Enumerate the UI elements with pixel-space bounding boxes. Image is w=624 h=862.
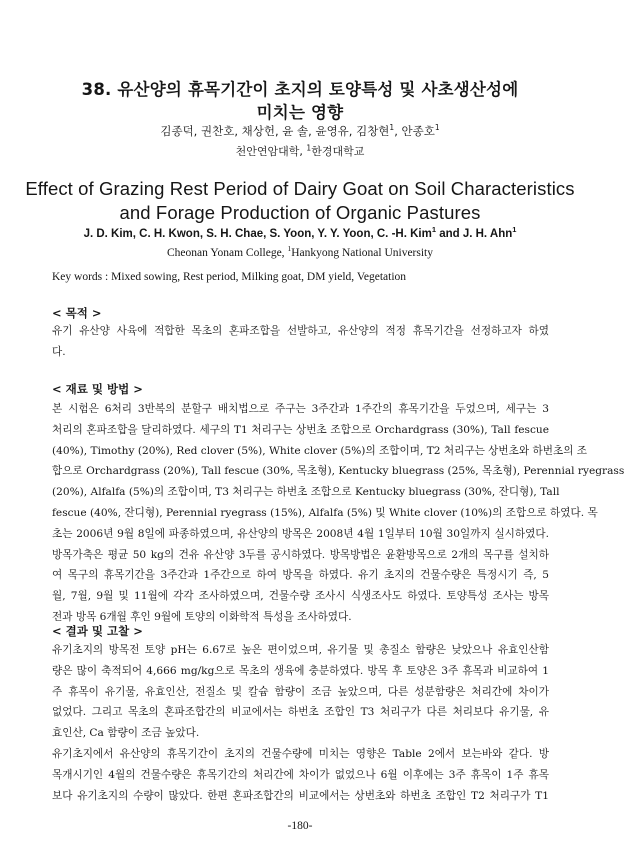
korean-title-line-1: 38. 유산양의 휴목기간이 초지의 토양특성 및 사초생산성에 bbox=[81, 80, 519, 99]
text-line: 합으로 Orchardgrass (20%), Tall fescue (30%, 목초형), Kentucky bluegrass (25%, 목초형), Perennial ryegrass bbox=[52, 465, 624, 478]
text-line: 효인산, Ca 함량이 조금 높았다. bbox=[52, 727, 200, 740]
text-line: 보다 유기초지의 수량이 많았다. 한편 혼파조합간의 비교에서는 상번초와 하번초 조합인 T2 처리구가 T1 bbox=[52, 789, 549, 802]
text-line: 없었다. 그리고 목초의 혼파조합간의 비교에서는 하번초 조합인 T3 처리구가 다른 처리보다 유기물, 유 bbox=[52, 706, 549, 719]
text-line: 처리의 혼파조합을 달리하였다. 세구의 T1 처리구는 상번초 조합으로 Orchardgrass (30%), Tall fescue bbox=[52, 423, 549, 436]
text-line: 전과 방목 6개월 후인 9월에 토양의 이화학적 특성을 조사하였다. bbox=[52, 610, 352, 623]
text-line: 본 시험은 6처리 3반복의 분할구 배치법으로 주구는 3주간과 1주간의 휴목기간을 두었으며, 세구는 3 bbox=[52, 403, 549, 415]
text-line: 목개시기인 4월의 건물수량은 휴목기간의 처리간에 차이가 없었으나 6월 이후에는 3주 휴목이 1주 휴목 bbox=[52, 768, 549, 781]
text-line: 다. bbox=[52, 345, 66, 358]
methods-paragraph bbox=[52, 399, 624, 628]
section-heading-purpose: < 목적 > bbox=[52, 306, 102, 320]
english-affiliation: Cheonan Yonam College, $^1$Hankyong National University bbox=[167, 244, 433, 259]
results-paragraph bbox=[52, 640, 549, 806]
text-line: (20%), Alfalfa (5%)의 조합이며, T3 처리구는 하번초 조합으로 Kentucky bluegrass (30%, 잔디형), Tall bbox=[52, 486, 560, 499]
purpose-paragraph bbox=[52, 321, 549, 363]
page-number: -180- bbox=[287, 820, 313, 832]
section-heading-methods: < 재료 및 방법 > bbox=[52, 382, 143, 396]
text-line: 량은 많이 축적되어 4,666 mg/kg으로 목초의 생육에 충분하였다. 방목 후 토양은 3주 휴목과 비교하여 1 bbox=[52, 664, 549, 677]
korean-title-line-2: 미치는 영향 bbox=[256, 103, 344, 122]
text-line: 월, 7월, 9월 및 11월에 각각 조사하였으며, 건물수량 조사시 식생조사도 하였다. 토양특성 조사는 방목 bbox=[52, 590, 549, 603]
english-title-line-2: and Forage Production of Organic Pastures bbox=[119, 202, 481, 223]
english-title-line-1: Effect of Grazing Rest Period of Dairy Goat on Soil Characteristics bbox=[25, 178, 575, 199]
text-line: 방목가축은 평균 50 kg의 건유 유산양 3두를 공시하였다. 방목방법은 윤환방목으로 2개의 목구를 설치하 bbox=[52, 548, 549, 561]
text-line: 유기초지에서 유산양의 휴목기간이 초지의 건물수량에 미치는 영향은 Table 2에서 보는바와 같다. 방 bbox=[52, 747, 549, 760]
section-heading-results: < 결과 및 고찰 > bbox=[52, 624, 143, 638]
text-line: 여 목구의 휴목기간을 3주간과 1주간으로 하여 방목을 하였다. 유기 초지의 건물수량은 특정시기 즉, 5 bbox=[52, 569, 549, 582]
text-line: fescue (40%, 잔디형), Perennial ryegrass (15%), Alfalfa (5%) 및 White clover (10%)의 조합으로 하였다. 목 bbox=[52, 506, 598, 519]
text-line: 초는 2006년 9월 8일에 파종하였으며, 유산양의 방목은 2008년 4월 1일부터 10월 30일까지 실시하였다. bbox=[52, 527, 549, 540]
text-line: 유기초지의 방목전 토양 pH는 6.67로 높은 편이었으며, 유기물 및 총질소 함량은 낮았으나 유효인산함 bbox=[52, 644, 549, 656]
text-line: (40%), Timothy (20%), Red clover (5%), White clover (5%)의 조합이며, T2 처리구는 상번초와 하번초의 조 bbox=[52, 444, 588, 457]
korean-authors: 김종덕, 권찬호, 채상헌, 윤 솔, 윤영유, 김창현$^1$, 안종호$^1$ bbox=[160, 123, 440, 138]
text-line: 주 휴목이 유기물, 유효인산, 전질소 및 칼슘 함량이 조금 높았으며, 다른 성분함량은 처리간에 차이가 bbox=[52, 685, 549, 698]
english-authors: J. D. Kim, C. H. Kwon, S. H. Chae, S. Yoon, Y. Y. Yoon, C. -H. Kim$^1$ and J. H. Ahn$^1$ bbox=[83, 225, 517, 240]
text-line: 유기 유산양 사육에 적합한 목초의 혼파조합을 선발하고, 유산양의 적정 휴목기간을 선정하고자 하였 bbox=[52, 325, 549, 337]
korean-affiliation: 천안연암대학, $^1$한경대학교 bbox=[235, 143, 365, 158]
keywords: Key words : Mixed sowing, Rest period, Milking goat, DM yield, Vegetation bbox=[52, 271, 407, 283]
